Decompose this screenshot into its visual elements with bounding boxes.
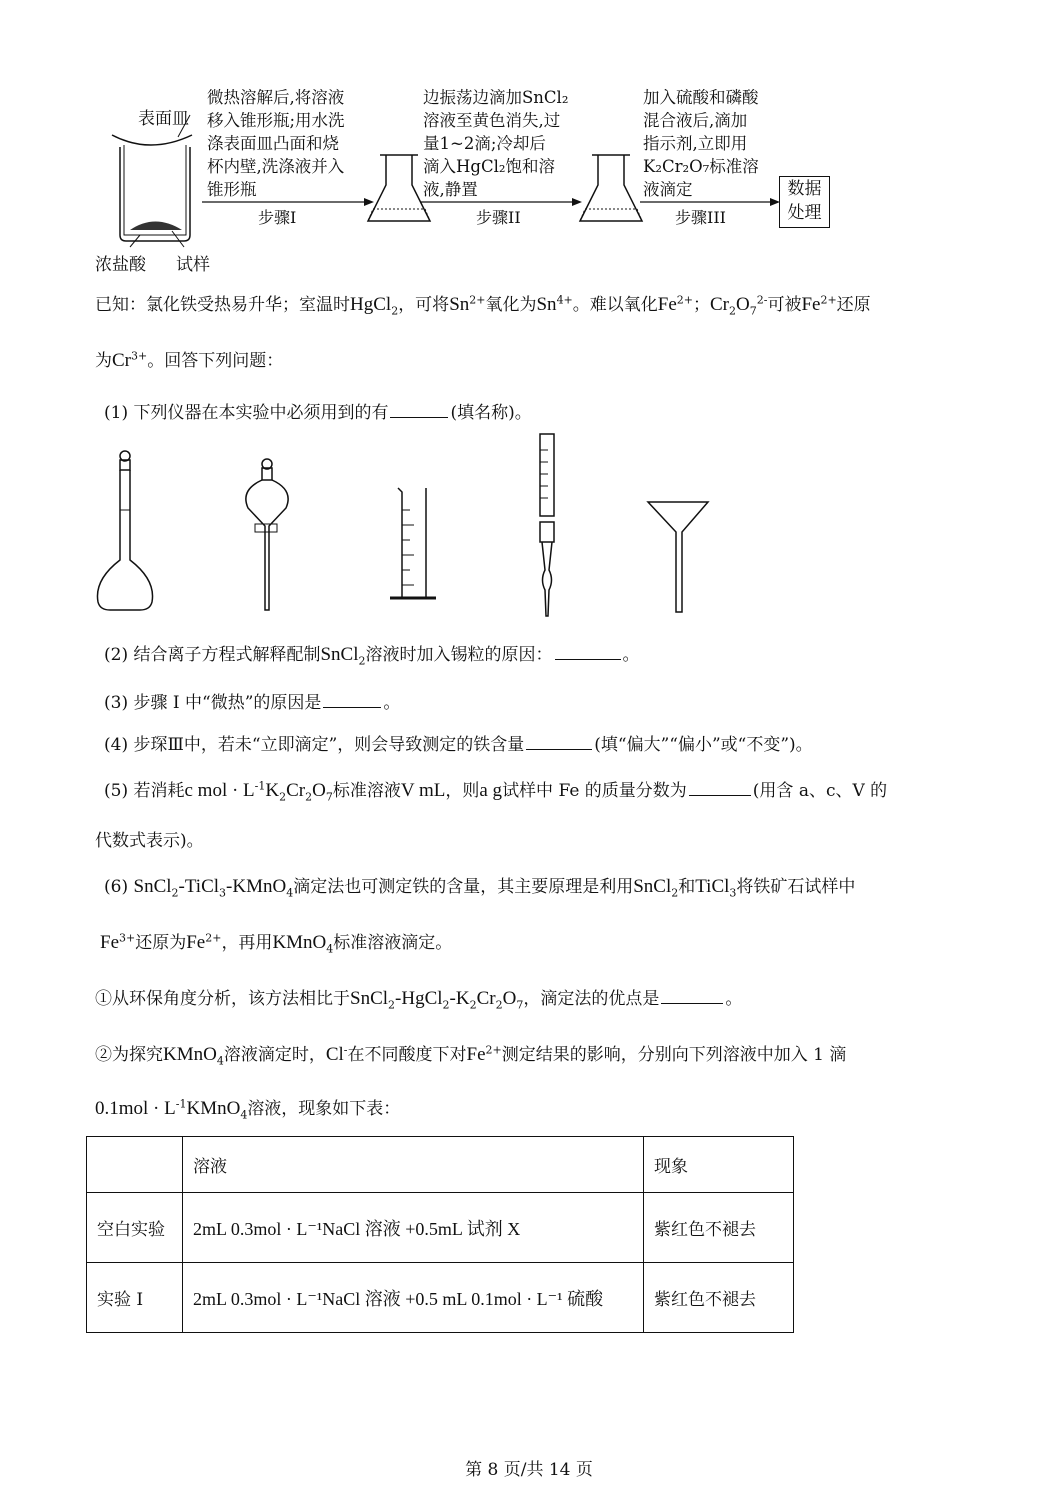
- funnel-icon: [648, 502, 708, 612]
- question-6-line-2: $Fe^{3+}$还原为$Fe^{2+}$，再用KMnO$_4$标准溶液滴定。: [100, 931, 453, 956]
- question-2: (2) 结合离子方程式解释配制SnCl$_2$溶液时加入锡粒的原因： 。: [104, 644, 640, 668]
- table-row: [87, 1193, 794, 1263]
- question-4: (4) 步琛Ⅲ中，若未“立即滴定”，则会导致测定的铁含量 (填“偏大”“偏小”或“不变”)。: [104, 735, 813, 755]
- question-5-line-2: 代数式表示)。: [95, 831, 204, 851]
- apparatus-figure: [90, 430, 710, 620]
- question-3: (3) 步骤 I 中“微热”的原因是 。: [104, 693, 401, 713]
- table-cell-phenomenon: 紫红色不褪去: [644, 1193, 794, 1263]
- question-6-sub-2-line-2: $0.1mol \cdot L^{-1}KMnO_4$溶液，现象如下表：: [95, 1097, 401, 1122]
- known-line-2: 为$Cr^{3+}$。回答下列问题：: [95, 349, 284, 371]
- question-5: (5) 若消耗c mol · $L^{-1}K_2Cr_2O_7$标准溶液V mL，则a g试样中 Fe 的质量分数为 (用含 a、c、V 的: [104, 779, 888, 804]
- table-cell-label: 实验 I: [87, 1263, 183, 1333]
- volumetric-flask-icon: [97, 451, 152, 610]
- watch-glass-label: 表面皿: [138, 109, 189, 129]
- step2-label: 步骤II: [476, 208, 521, 227]
- sample-label: 试样: [176, 255, 210, 275]
- known-line-1: 已知：氯化铁受热易升华；室温时HgCl$_2$，可将$Sn^{2+}$氧化为$Sn^{4+}$。难以氧化$Fe^{2+}$；$Cr_2O_7^{2-}$可被$Fe^{2+}$还原: [95, 293, 871, 318]
- question-6-sub-1: ①从环保角度分析，该方法相比于$SnCl_2-HgCl_2-K_2Cr_2O_7$，滴定法的优点是 。: [95, 988, 743, 1012]
- beaker-icon: [112, 115, 192, 247]
- table-header-cell: [87, 1137, 183, 1193]
- table-row: [87, 1263, 794, 1333]
- step1-label: 步骤I: [258, 208, 297, 227]
- conical-flask-icon: [580, 155, 642, 221]
- table-cell-solution: 2mL 0.3mol · L⁻¹NaCl 溶液 +0.5 mL 0.1mol · L⁻¹ 硫酸: [183, 1263, 644, 1333]
- question-6-sub-2: ②为探究KMnO$_4$溶液滴定时，Cl-在不同酸度下对$Fe^{2+}$测定结果的影响，分别向下列溶液中加入 1 滴: [95, 1043, 847, 1068]
- table-header-cell: 现象: [644, 1137, 794, 1193]
- table-cell-label: 空白实验: [87, 1193, 183, 1263]
- table-header-cell: 溶液: [183, 1137, 644, 1193]
- separatory-funnel-icon: [246, 459, 288, 610]
- step3-label: 步骤III: [675, 208, 726, 227]
- graduated-cylinder-icon: [390, 488, 436, 598]
- table-header-row: [87, 1137, 794, 1193]
- data-processing-box: 数据 处理: [779, 176, 830, 228]
- acid-label: 浓盐酸: [95, 255, 146, 275]
- experiment-table: [86, 1136, 794, 1333]
- question-1: (1) 下列仪器在本实验中必须用到的有 (填名称)。: [104, 403, 532, 423]
- conical-flask-icon: [368, 155, 430, 221]
- step2-description: 边振荡边滴加SnCl₂ 溶液至黄色消失,过 量1~2滴;冷却后 滴入HgCl₂饱和溶 液,静置: [423, 88, 569, 199]
- burette-icon: [540, 434, 554, 616]
- page-footer: 第 8 页/共 14 页: [465, 1460, 593, 1480]
- step3-description: 加入硫酸和磷酸 混合液后,滴加 指示剂,立即用 K₂Cr₂O₇标准溶 液滴定: [643, 88, 759, 199]
- question-6: (6) SnCl$_2$-TiCl$_3$-KMnO$_4$滴定法也可测定铁的含量，其主要原理是利用SnCl$_2$和TiCl$_3$将铁矿石试样中: [104, 876, 856, 900]
- step1-description: 微热溶解后,将溶液 移入锥形瓶;用水洗 涤表面皿凸面和烧 杯内壁,洗涤液并入 锥形瓶: [207, 88, 345, 199]
- table-cell-solution: 2mL 0.3mol · L⁻¹NaCl 溶液 +0.5mL 试剂 X: [183, 1193, 644, 1263]
- table-cell-phenomenon: 紫红色不褪去: [644, 1263, 794, 1333]
